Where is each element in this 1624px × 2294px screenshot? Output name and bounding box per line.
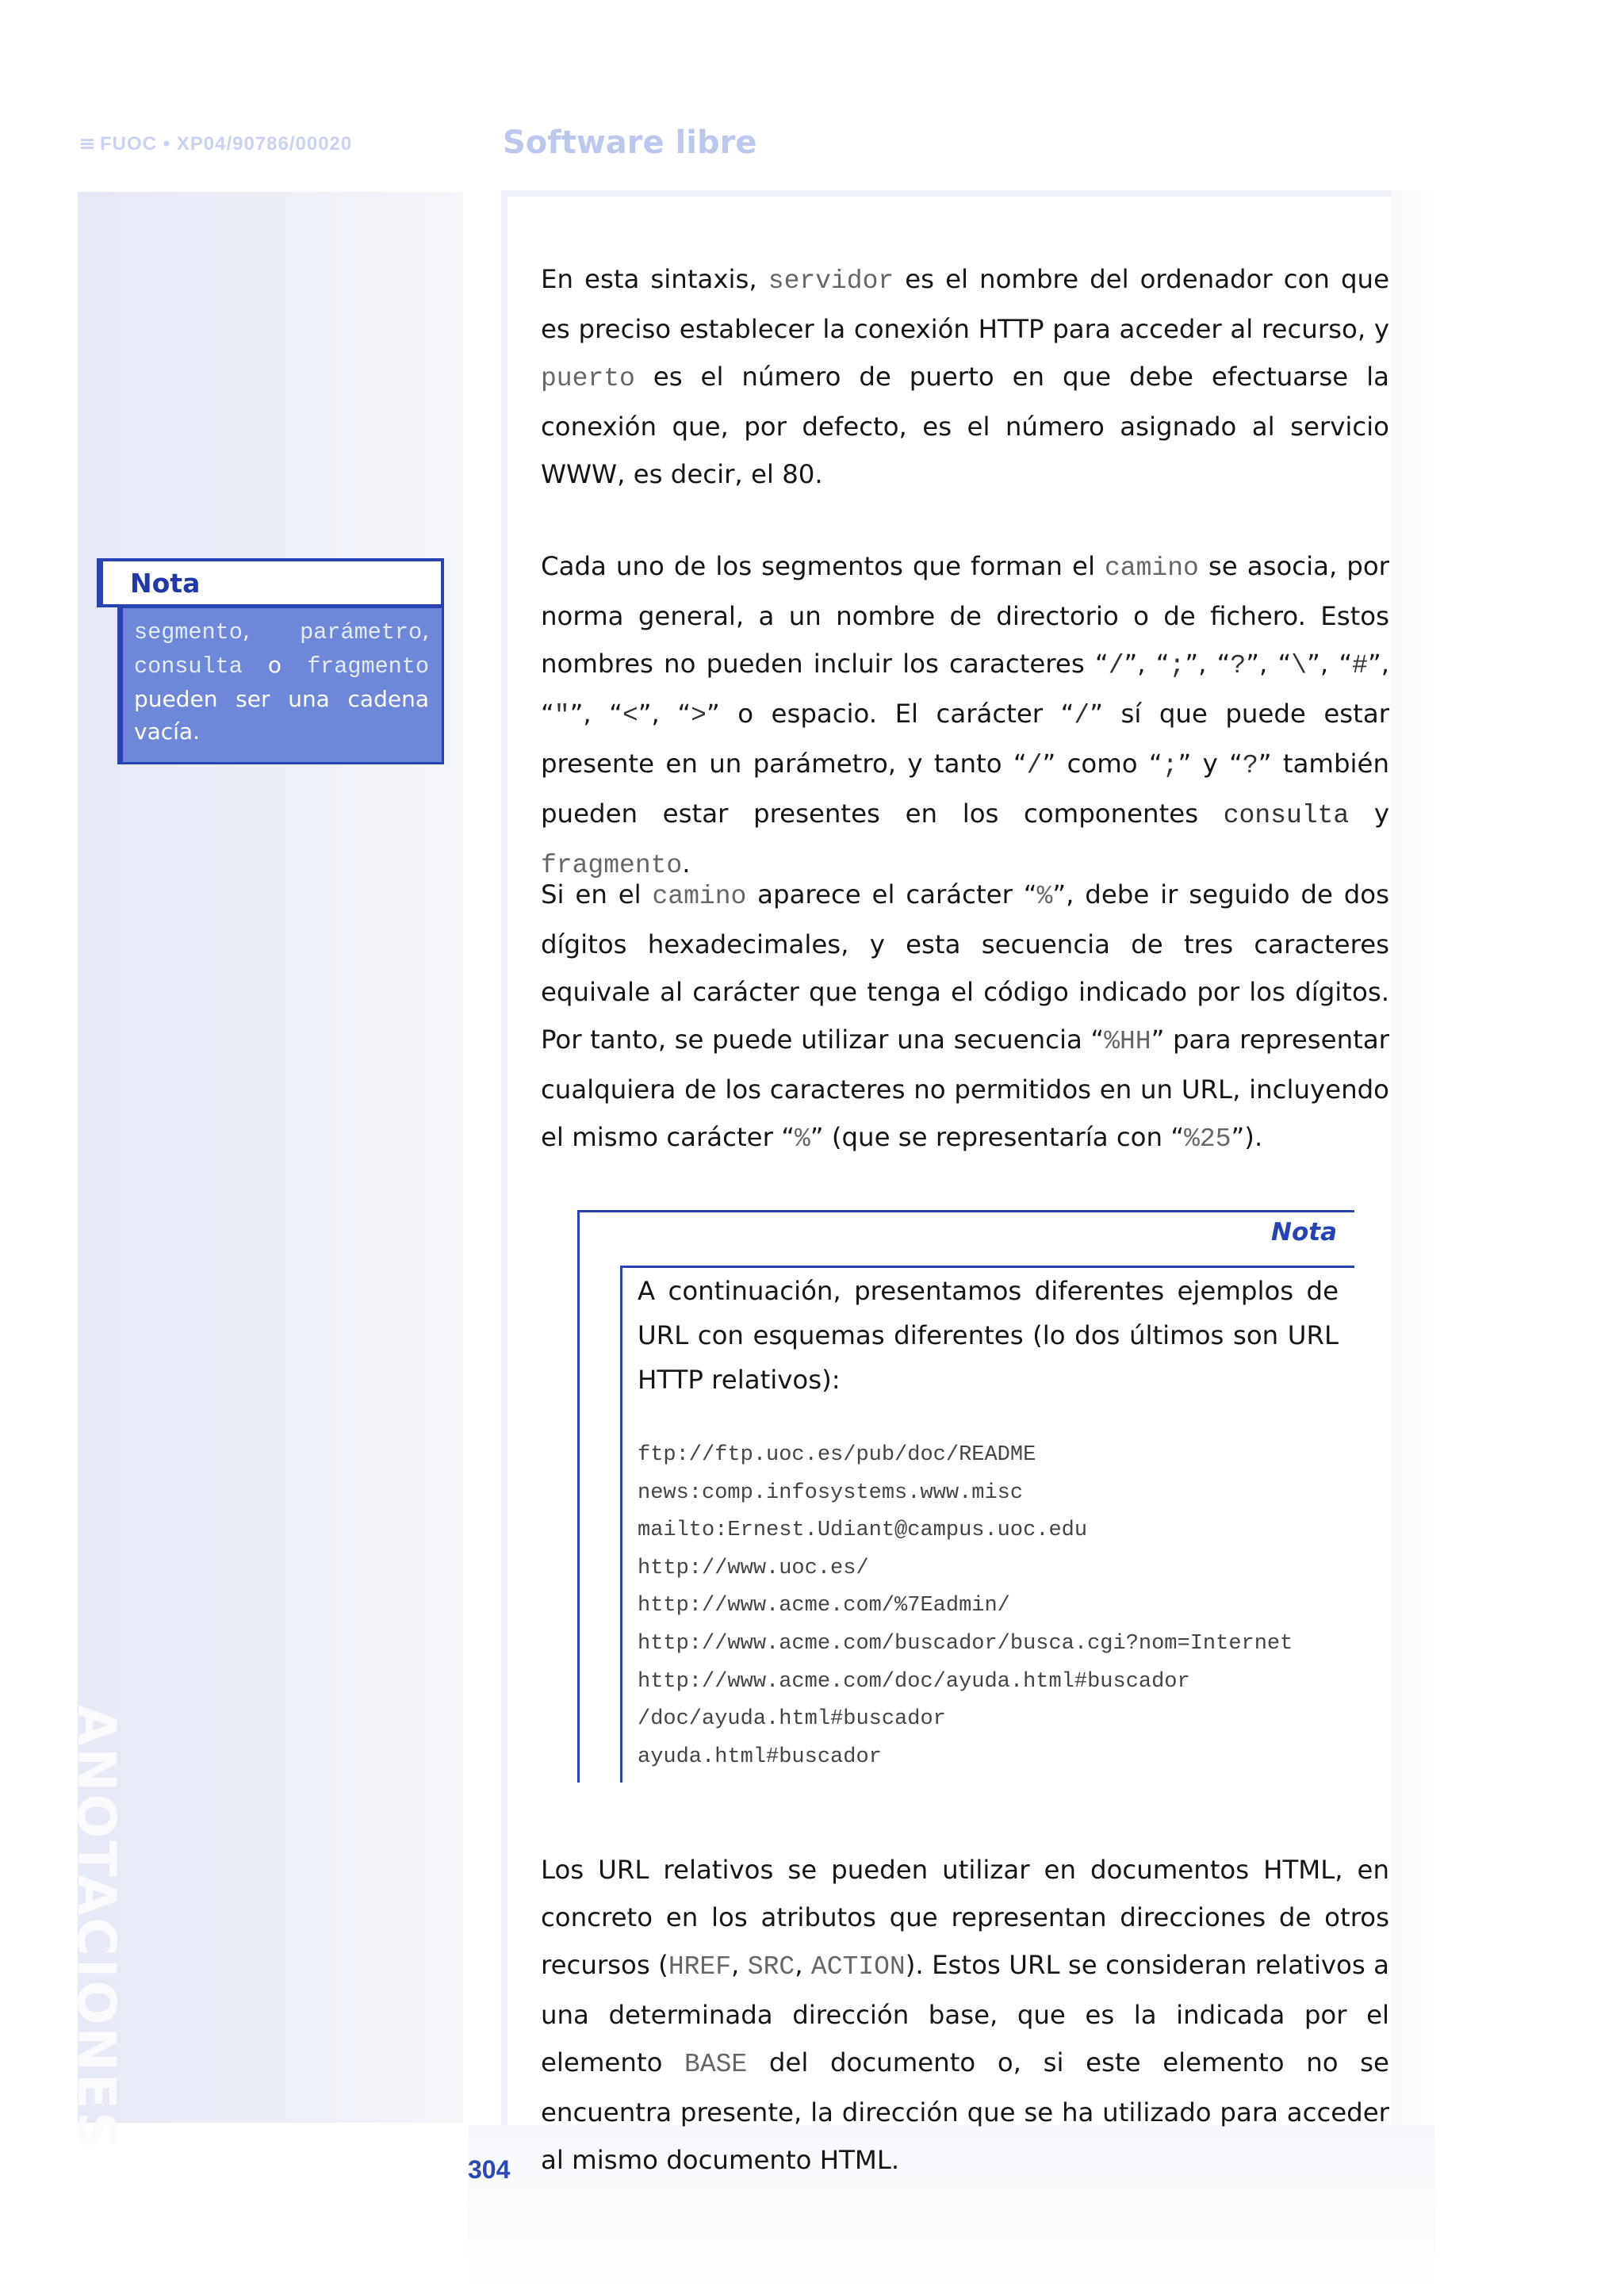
inner-note-inner-border-left <box>620 1266 622 1783</box>
code-term: camino <box>1105 553 1199 583</box>
text-run: ” como “ <box>1042 749 1162 779</box>
text-run: , <box>731 1950 748 1980</box>
main-fade-right <box>1391 190 1438 2294</box>
text-run: En esta sintaxis, <box>541 264 768 294</box>
url-example: http://www.acme.com/%7Eadmin/ <box>638 1594 1010 1618</box>
url-example: http://www.acme.com/doc/ayuda.html#buscador <box>638 1669 1190 1694</box>
code-term: puerto <box>541 364 635 393</box>
side-note <box>97 558 444 764</box>
text-run: ”, “ <box>1124 649 1170 679</box>
url-example: mailto:Ernest.Udiant@campus.uoc.edu <box>638 1518 1088 1543</box>
code-term: camino <box>652 882 747 911</box>
text-run: ” o espacio. El carácter “ <box>706 699 1074 729</box>
inner-note-border-left <box>577 1210 580 1783</box>
code-char: / <box>1108 651 1124 680</box>
code-term: servidor <box>768 266 894 296</box>
text-run: ”). <box>1231 1122 1263 1152</box>
paragraph-4 <box>541 1846 1389 2184</box>
code-term: %HH <box>1104 1027 1151 1056</box>
text-run: ” también pueden estar presentes en los componentes <box>541 749 1389 829</box>
code-char: % <box>1036 882 1053 911</box>
text-run: ”, “ <box>569 699 622 729</box>
text-run: aparece el carácter “ <box>746 879 1037 910</box>
page-number: 304 <box>468 2155 511 2184</box>
code-term: fragmento <box>541 851 683 880</box>
code-term: HREF <box>668 1952 732 1982</box>
url-example: http://www.acme.com/buscador/busca.cgi?nom=Internet <box>638 1631 1293 1656</box>
header-series-title: Software libre <box>503 124 757 161</box>
header-book-code <box>79 133 352 155</box>
code-char: < <box>622 701 638 730</box>
text-run: ”, “ <box>1307 649 1353 679</box>
text-run: Si en el <box>541 879 653 910</box>
text-run: , <box>795 1950 811 1980</box>
url-example: ayuda.html#buscador <box>638 1744 882 1769</box>
code-char: ? <box>1230 651 1247 680</box>
sidebar-vertical-label: ANOTACIONES <box>66 1705 127 2152</box>
text-run: Los URL relativos se pueden utilizar en documentos HTML, en concreto en los atributos que representan direcciones de otros recursos ( <box>541 1855 1389 1980</box>
text-run: ”, debe ir seguido de dos dígitos hexadecimales, y esta secuencia de tres caracteres equivale al carácter que tenga el código indicado por los dígitos. Por tanto, se puede utilizar una secuencia “ <box>541 879 1389 1055</box>
text-run: ” sí que puede estar presente en un parámetro, y tanto “ <box>541 699 1390 779</box>
paragraph-1 <box>541 255 1389 498</box>
text-run: del documento o, si este elemento no se encuentra presente, la dirección que se ha utilizado para acceder al mismo documento HTML. <box>541 2047 1389 2175</box>
text-run: ”, “ <box>1185 649 1231 679</box>
code-char: consulta <box>1223 801 1350 830</box>
text-run: , <box>422 618 429 644</box>
header-code-text: FUOC • XP04/90786/00020 <box>100 133 353 155</box>
text-run: Cada uno de los segmentos que forman el <box>541 551 1105 581</box>
text-run: , <box>242 618 301 644</box>
code-term: SRC <box>747 1952 795 1982</box>
url-example: news:comp.infosystems.www.misc <box>638 1480 1024 1505</box>
text-run: y <box>1349 798 1389 829</box>
code-char: ? <box>1242 751 1258 780</box>
side-note-body <box>117 606 444 764</box>
inner-note-title: Nota <box>1271 1218 1337 1247</box>
text-run: ”, “ <box>541 649 1390 729</box>
text-run: ” y “ <box>1178 749 1243 779</box>
text-run: ”, “ <box>1246 649 1292 679</box>
code-term: consulta <box>134 653 243 680</box>
text-run: es el nombre del ordenador con que es preciso establecer la conexión HTTP para acceder al recurso, y <box>541 264 1389 344</box>
code-char: \ <box>1291 651 1308 680</box>
code-char: # <box>1352 651 1368 680</box>
text-run: ”, “ <box>638 699 691 729</box>
code-char: " <box>553 701 570 730</box>
code-term: segmento <box>134 619 243 645</box>
text-run: ” para representar cualquiera de los caracteres no permitidos en un URL, incluyendo el mismo carácter “ <box>541 1024 1389 1152</box>
url-example: /doc/ayuda.html#buscador <box>638 1707 946 1732</box>
url-example-list <box>638 1437 1293 1776</box>
code-term: BASE <box>684 2050 748 2079</box>
code-term: %25 <box>1184 1124 1231 1154</box>
url-example: ftp://ftp.uoc.es/pub/doc/README <box>638 1443 1036 1467</box>
fuoc-logo-icon <box>79 137 95 151</box>
code-char: ; <box>1169 651 1185 680</box>
code-char: ; <box>1162 751 1178 780</box>
text-run: se asocia, por norma general, a un nombre de directorio o de fichero. Estos nombres no pueden incluir los caracteres “ <box>541 551 1389 679</box>
text-run: es el número de puerto en que debe efectuarse la conexión que, por defecto, es el número asignado al servicio WWW, es decir, el 80. <box>541 362 1389 489</box>
paragraph-3 <box>541 871 1389 1163</box>
annotations-sidebar <box>66 192 463 2152</box>
code-term: ACTION <box>810 1952 906 1982</box>
text-run: ). Estos URL se consideran relativos a una determinada dirección base, que es la indicada por el elemento <box>541 1950 1389 2078</box>
code-term: parámetro <box>300 619 423 645</box>
code-char: % <box>794 1124 810 1154</box>
code-term: fragmento <box>307 653 429 680</box>
code-char: > <box>691 701 707 730</box>
side-note-header <box>97 558 444 607</box>
text-run: pueden ser una cadena vacía. <box>134 686 429 745</box>
code-char: / <box>1026 751 1043 780</box>
text-run: . <box>682 848 691 879</box>
text-run: ” (que se representaría con “ <box>810 1122 1185 1152</box>
paragraph-2 <box>541 542 1389 890</box>
main-frame-top <box>501 190 1391 197</box>
code-char: / <box>1074 701 1090 730</box>
main-frame-left <box>501 190 508 2125</box>
text-run: o <box>242 652 308 678</box>
inner-note-intro: A continuación, presentamos diferentes ejemplos de URL con esquemas diferentes (lo dos últimos son URL HTTP relativos): <box>638 1276 1339 1395</box>
inner-note-border-top <box>577 1210 1354 1212</box>
side-note-title: Nota <box>130 568 201 599</box>
inner-note-box <box>577 1210 1354 1783</box>
inner-note-inner-border-top <box>620 1266 1354 1268</box>
url-example: http://www.uoc.es/ <box>638 1556 869 1580</box>
